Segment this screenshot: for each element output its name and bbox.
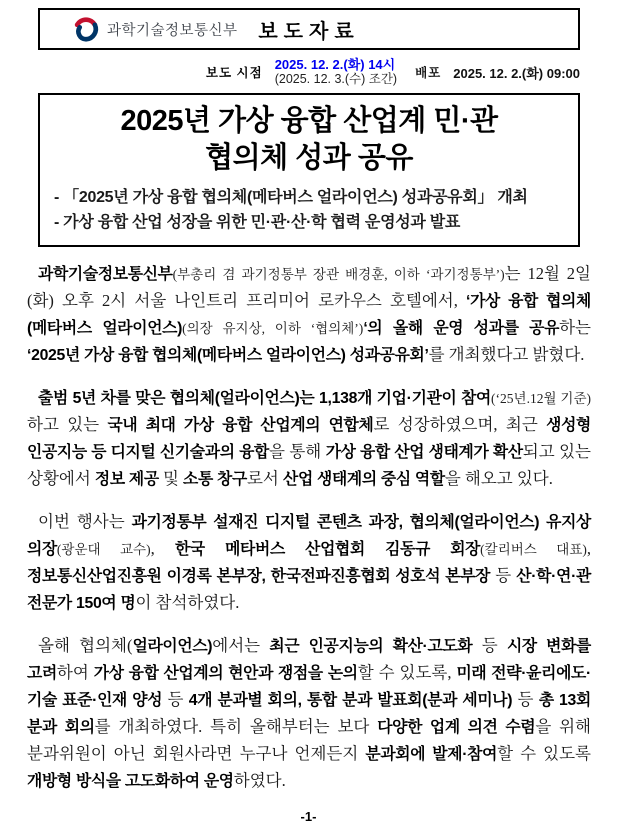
page-title-line1: 2025년 가상 융합 산업계 민·관 (120, 105, 498, 137)
text-run: ‘의 올해 운영 성과를 공유 (363, 320, 560, 337)
text-run: 등 (512, 690, 539, 709)
text-run: 을 해오고 있다. (444, 469, 553, 488)
release-info-row (0, 57, 580, 87)
text-run: 로 성장하였으며, 최근 (373, 415, 547, 434)
release-dates (275, 57, 397, 87)
text-run: 이번 행사는 (38, 512, 132, 531)
release-datetime: 2025. 12. 2.(화) 14시 (274, 57, 396, 72)
text-run: 및 (158, 469, 184, 488)
text-run: 하여 (56, 663, 94, 682)
distribute-datetime: 2025. 12. 2.(화) 09:00 (453, 65, 580, 81)
text-run: , (150, 539, 175, 558)
text-run: 최근 인공지능의 확산·고도화 (269, 638, 473, 655)
text-run: 되고 있는 상황에서 (27, 442, 591, 488)
text-run: (부총리 겸 과기정통부 장관 배경훈, 이하 ‘과기정통부’) (172, 267, 505, 282)
subtitle-bullet: - 「2025년 가상 융합 협의체(메타버스 얼라이언스) 성과공유회」 개최 (54, 189, 528, 206)
subtitle-bullet: - 가상 융합 산업 성장을 위한 민·관·산·학 협력 운영성과 발표 (54, 214, 461, 231)
text-run: 총 13회 분과 회의 (27, 692, 591, 736)
text-run: 분과회에 발제·참여 (365, 746, 498, 763)
paragraph (27, 385, 591, 493)
text-run: 하는 (559, 318, 591, 337)
text-run: 을 통해 (269, 442, 326, 461)
text-run: 등 (490, 566, 517, 585)
text-run: 4개 분과별 회의, 통합 분과 발표회(분과 세미나) (188, 692, 513, 709)
text-run: 에서는 (212, 636, 270, 655)
text-run: 를 개최했다고 밝혔다. (428, 345, 585, 364)
text-run: 등 (162, 690, 189, 709)
text-run: 소통 창구 (183, 471, 247, 488)
text-run: 로서 (246, 469, 283, 488)
text-run: 생성형 인공지능 등 디지털 신기술과의 융합 (27, 417, 591, 461)
subtitle-bullets (48, 185, 570, 235)
text-run: 하였다. (233, 771, 286, 790)
page-title-line2: 협의체 성과 공유 (205, 142, 413, 174)
title-box (38, 93, 580, 247)
text-run: 가상 융합 산업 생태계가 확산 (325, 444, 523, 461)
distribute-label: 배포 (415, 66, 442, 80)
text-run: 를 개최하였다. 특히 올해부터는 보다 (94, 717, 378, 736)
text-run: 이 참석하였다. (135, 593, 240, 612)
text-run: 을 위해 분과위원이 아닌 회원사라면 누구나 언제든지 (27, 717, 591, 763)
text-run: 과학기술정보통신부 (38, 266, 173, 283)
text-run: 할 수 있도록 (497, 744, 591, 763)
text-run: (광운대 교수) (56, 542, 151, 557)
text-run: ‘2025년 가상 융합 협의체(메타버스 얼라이언스) 성과공유회’ (27, 347, 429, 364)
text-run: 과기정통부 설재진 디지털 콘텐츠 과장, 협의체(얼라이언스) 유지상 의장 (27, 514, 591, 558)
text-run: 산·학·연·관 전문가 150여 명 (27, 568, 591, 612)
text-run: 는 12월 2일(화) 오후 2시 서울 나인트리 프리미어 로카우스 호텔에서, (27, 264, 591, 310)
text-run: 출범 5년 차를 맞은 협의체(얼라이언스)는 1,138개 기업·기관이 참여 (38, 390, 492, 407)
text-run: 정보 제공 (94, 471, 159, 488)
text-run: (의장 유지상, 이하 ‘협의체’) (182, 321, 364, 336)
text-run: 개방형 방식을 고도화하여 운영 (27, 773, 234, 790)
paragraph (27, 509, 591, 617)
text-run: (칼리버스 대표) (480, 542, 587, 557)
release-note: (2025. 12. 3.(수) 조간) (274, 72, 398, 86)
text-run: , (586, 539, 591, 558)
text-run: 시장 변화를 고려 (27, 638, 591, 682)
page-number: -1- (300, 809, 317, 824)
release-time-label: 보도 시점 (205, 66, 263, 80)
text-run: 하고 있는 (27, 415, 108, 434)
text-run: 올해 협의체( (38, 636, 133, 655)
paragraph (27, 261, 591, 369)
text-run: ‘가상 융합 협의체(메타버스 얼라이언스) (27, 293, 591, 337)
header-box (38, 8, 580, 50)
paragraph (27, 633, 591, 795)
text-run: 한국 메타버스 산업협회 김동규 회장 (174, 541, 481, 558)
text-run: 미래 전략·윤리에도·기술 표준·인재 양성 (27, 665, 591, 709)
body-paragraphs (27, 261, 591, 795)
text-run: (‘25년.12월 기준) (491, 391, 591, 406)
text-run: 등 (472, 636, 507, 655)
text-run: 국내 최대 가상 융합 산업계의 연합체 (107, 417, 374, 434)
text-run: 할 수 있도록, (357, 663, 457, 682)
text-run: 가상 융합 산업계의 현안과 쟁점을 논의 (93, 665, 358, 682)
text-run: 다양한 업계 의견 수렴 (377, 719, 536, 736)
text-run: 얼라이언스) (132, 638, 213, 655)
doc-type-title: 보도자료 (258, 20, 360, 43)
text-run: 산업 생태계의 중심 역할 (282, 471, 445, 488)
text-run: 정보통신산업진흥원 이경록 본부장, 한국전파진흥협회 성호석 본부장 (27, 568, 491, 585)
ministry-name: 과학기술정보통신부 (107, 22, 238, 39)
